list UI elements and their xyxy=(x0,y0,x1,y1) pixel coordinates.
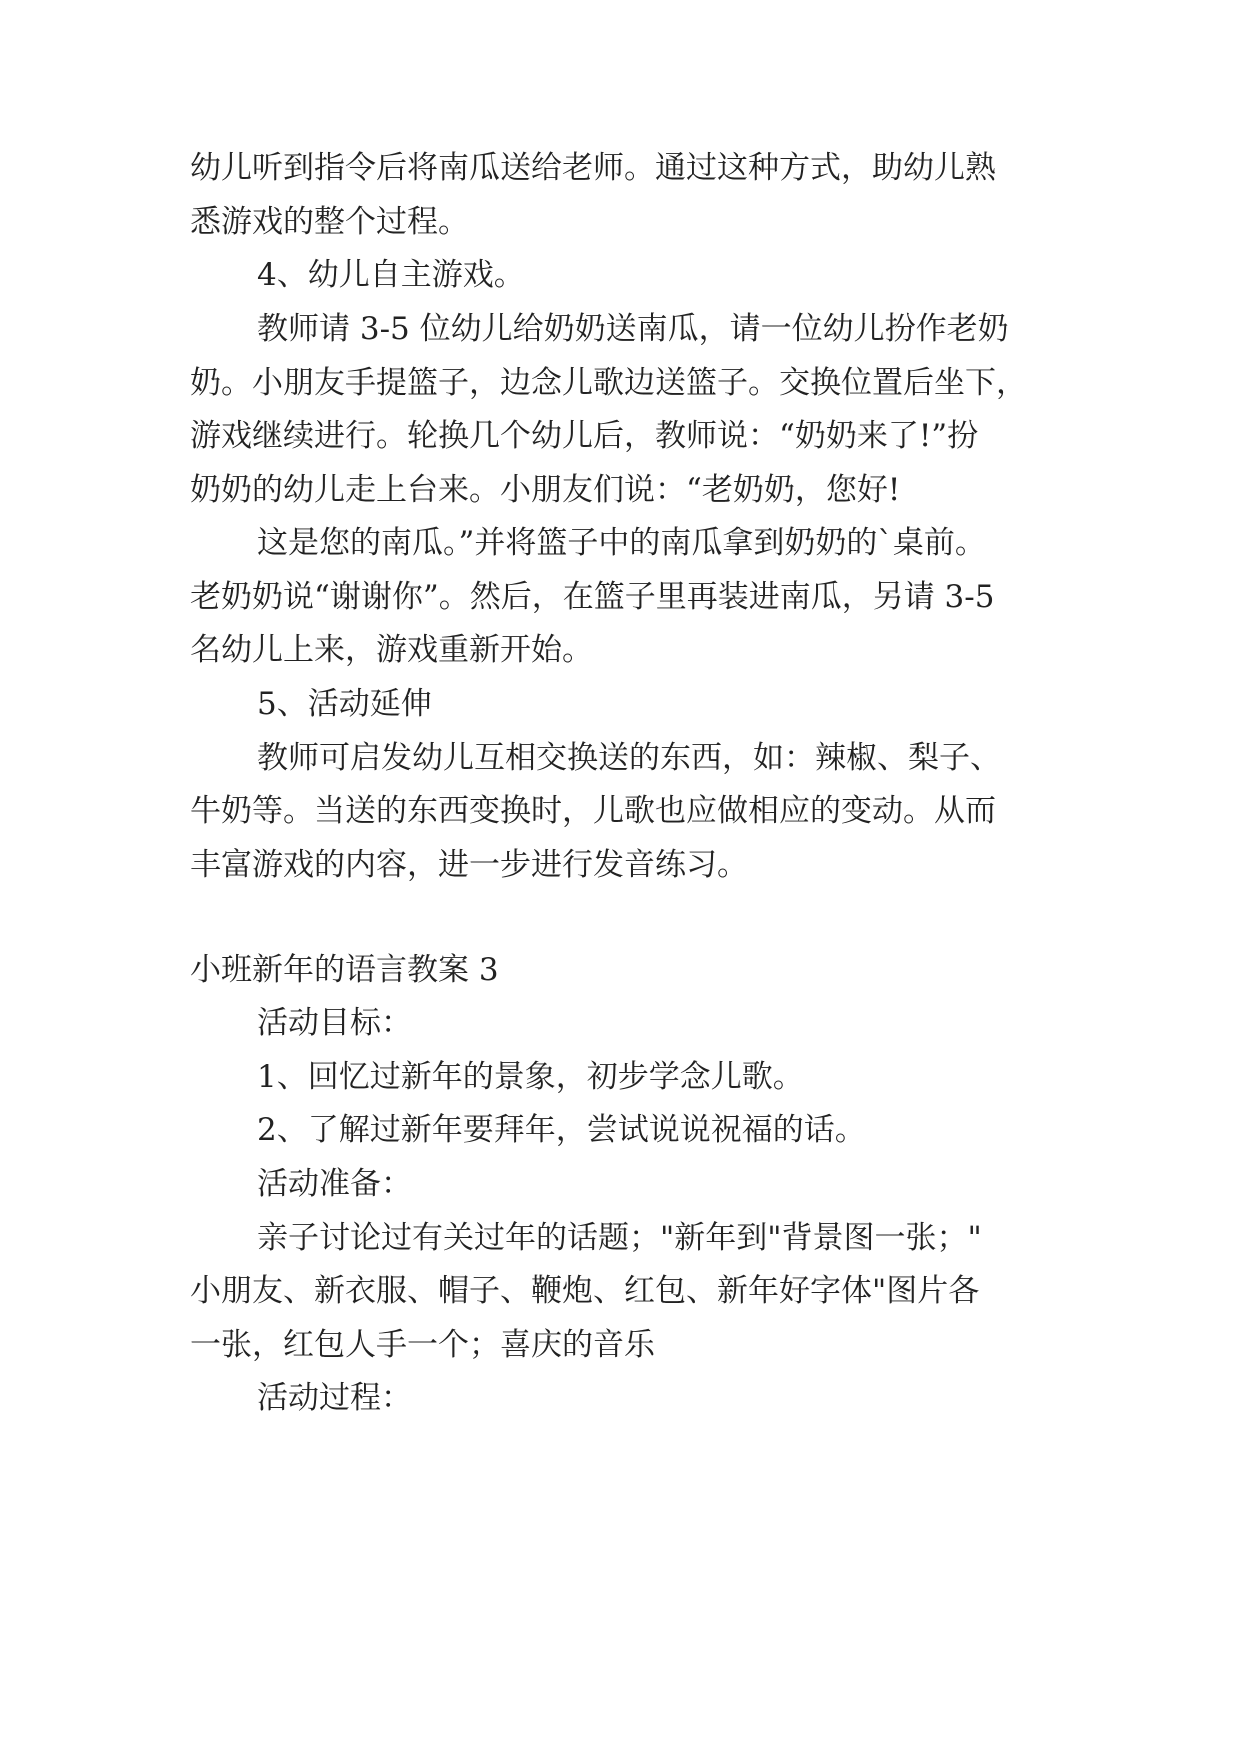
body-text-line: 幼儿听到指令后将南瓜送给老师。通过这种方式，助幼儿熟 xyxy=(190,150,996,186)
body-text-line: 教师可启发幼儿互相交换送的东西，如：辣椒、梨子、 xyxy=(257,740,1001,776)
subheading: 活动准备： xyxy=(257,1166,412,1202)
body-text-line: 丰富游戏的内容，进一步进行发音练习。 xyxy=(190,847,748,883)
body-text-line: 悉游戏的整个过程。 xyxy=(190,204,469,240)
subheading: 活动过程： xyxy=(257,1380,412,1416)
body-text-line: 奶奶的幼儿走上台来。小朋友们说：“老奶奶，您好! xyxy=(190,472,901,508)
body-text-line: 奶。小朋友手提篮子，边念儿歌边送篮子。交换位置后坐下， xyxy=(190,365,1027,401)
subheading: 活动目标： xyxy=(257,1005,412,1041)
body-text-line: 这是您的南瓜。”并将篮子中的南瓜拿到奶奶的`桌前。 xyxy=(257,525,986,561)
body-text-line: 一张，红包人手一个；喜庆的音乐 xyxy=(190,1327,655,1363)
goal-item: 2、了解过新年要拜年，尝试说说祝福的话。 xyxy=(257,1112,866,1148)
step-heading: 4、幼儿自主游戏。 xyxy=(257,257,525,293)
goal-item: 1、回忆过新年的景象，初步学念儿歌。 xyxy=(257,1059,804,1095)
section-title: 小班新年的语言教案 3 xyxy=(190,952,499,988)
body-text-line: 小朋友、新衣服、帽子、鞭炮、红包、新年好字体"图片各 xyxy=(190,1273,980,1309)
body-text-line: 教师请 3-5 位幼儿给奶奶送南瓜，请一位幼儿扮作老奶 xyxy=(257,311,1009,347)
body-text-line: 名幼儿上来，游戏重新开始。 xyxy=(190,632,593,668)
body-text-line: 游戏继续进行。轮换几个幼儿后，教师说：“奶奶来了!”扮 xyxy=(190,418,979,454)
step-heading: 5、活动延伸 xyxy=(257,686,432,722)
body-text-line: 牛奶等。当送的东西变换时，儿歌也应做相应的变动。从而 xyxy=(190,793,996,829)
body-text-line: 亲子讨论过有关过年的话题；"新年到"背景图一张；" xyxy=(257,1220,982,1256)
body-text-line: 老奶奶说“谢谢你”。然后，在篮子里再装进南瓜，另请 3-5 xyxy=(190,579,995,615)
